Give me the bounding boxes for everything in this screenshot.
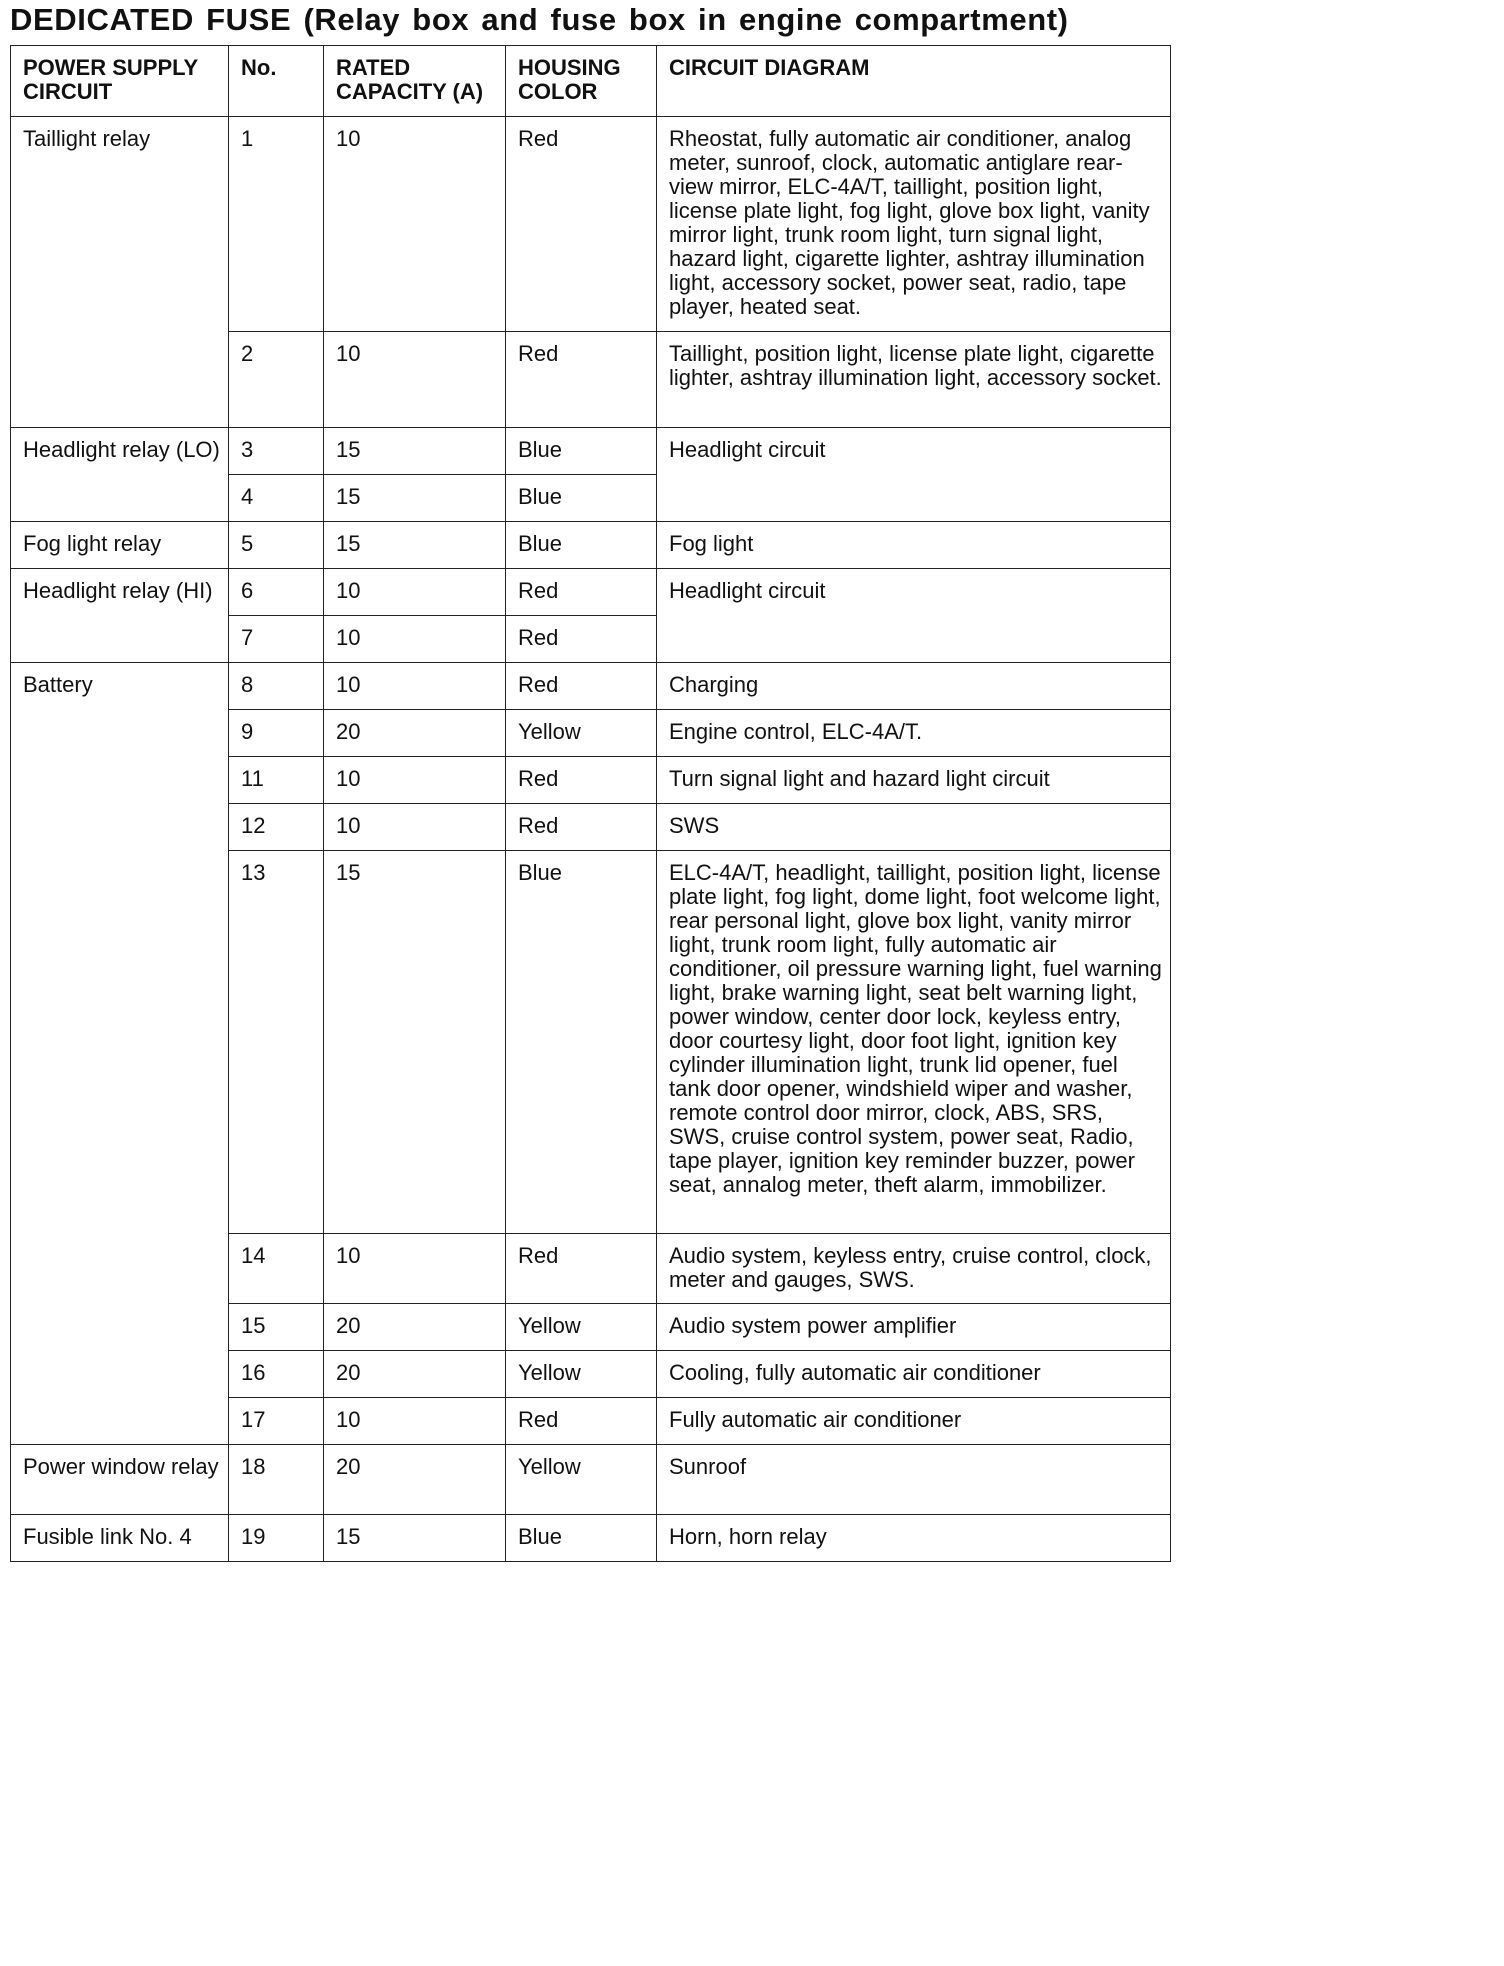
power-supply-cell: Fog light relay bbox=[11, 522, 229, 569]
circuit-diagram-cell: ELC-4A/T, headlight, taillight, position light, license plate light, fog light, dome light, foot welcome light, rear personal light, glove box light, vanity mirror light, trunk room light, fully automatic air conditioner, oil pressure warning light, fuel warning light, brake warning light, seat belt warning light, power window, center door lock, keyless entry, door courtesy light, door foot light, ignition key cylinder illumination light, trunk lid opener, fuel tank door opener, windshield wiper and washer, remote control door mirror, clock, ABS, SRS, SWS, cruise control system, power seat, Radio, tape player, ignition key reminder buzzer, power seat, annalog meter, theft alarm, immobilizer. bbox=[657, 851, 1171, 1234]
fuse-no-cell: 15 bbox=[229, 1304, 324, 1351]
table-row bbox=[11, 117, 1171, 332]
fuse-no-cell: 13 bbox=[229, 851, 324, 1234]
capacity-cell: 10 bbox=[324, 117, 506, 332]
fuse-no-cell: 11 bbox=[229, 757, 324, 804]
circuit-diagram-cell: Horn, horn relay bbox=[657, 1515, 1171, 1562]
power-supply-cell: Taillight relay bbox=[11, 117, 229, 428]
housing-color-cell: Red bbox=[506, 663, 657, 710]
fuse-no-cell: 7 bbox=[229, 616, 324, 663]
housing-color-cell: Blue bbox=[506, 475, 657, 522]
housing-color-cell: Yellow bbox=[506, 710, 657, 757]
fuse-no-cell: 12 bbox=[229, 804, 324, 851]
header-power-supply-circuit: POWER SUPPLY CIRCUIT bbox=[11, 46, 229, 117]
table-row bbox=[11, 1515, 1171, 1562]
capacity-cell: 10 bbox=[324, 569, 506, 616]
fuse-no-cell: 19 bbox=[229, 1515, 324, 1562]
circuit-diagram-cell: SWS bbox=[657, 804, 1171, 851]
housing-color-cell: Red bbox=[506, 569, 657, 616]
fuse-no-cell: 16 bbox=[229, 1351, 324, 1398]
fuse-no-cell: 18 bbox=[229, 1445, 324, 1515]
power-supply-cell: Fusible link No. 4 bbox=[11, 1515, 229, 1562]
fuse-no-cell: 3 bbox=[229, 428, 324, 475]
capacity-cell: 15 bbox=[324, 475, 506, 522]
capacity-cell: 10 bbox=[324, 757, 506, 804]
page-title: DEDICATED FUSE (Relay box and fuse box in engine compartment) bbox=[10, 2, 1069, 37]
housing-color-cell: Yellow bbox=[506, 1304, 657, 1351]
capacity-cell: 10 bbox=[324, 804, 506, 851]
housing-color-cell: Red bbox=[506, 757, 657, 804]
capacity-cell: 20 bbox=[324, 1445, 506, 1515]
housing-color-cell: Red bbox=[506, 616, 657, 663]
fuse-no-cell: 2 bbox=[229, 332, 324, 428]
capacity-cell: 20 bbox=[324, 1351, 506, 1398]
capacity-cell: 15 bbox=[324, 428, 506, 475]
table-row bbox=[11, 663, 1171, 710]
table-row bbox=[11, 569, 1171, 616]
housing-color-cell: Blue bbox=[506, 428, 657, 475]
circuit-diagram-cell: Cooling, fully automatic air conditioner bbox=[657, 1351, 1171, 1398]
circuit-diagram-cell: Headlight circuit bbox=[657, 569, 1171, 663]
housing-color-cell: Yellow bbox=[506, 1445, 657, 1515]
fuse-no-cell: 14 bbox=[229, 1234, 324, 1304]
capacity-cell: 10 bbox=[324, 663, 506, 710]
circuit-diagram-cell: Headlight circuit bbox=[657, 428, 1171, 522]
housing-color-cell: Blue bbox=[506, 851, 657, 1234]
circuit-diagram-cell: Audio system, keyless entry, cruise control, clock, meter and gauges, SWS. bbox=[657, 1234, 1171, 1304]
header-no: No. bbox=[229, 46, 324, 117]
header-circuit-diagram: CIRCUIT DIAGRAM bbox=[657, 46, 1171, 117]
power-supply-cell: Headlight relay (LO) bbox=[11, 428, 229, 522]
capacity-cell: 15 bbox=[324, 1515, 506, 1562]
power-supply-cell: Headlight relay (HI) bbox=[11, 569, 229, 663]
fuse-no-cell: 17 bbox=[229, 1398, 324, 1445]
circuit-diagram-cell: Charging bbox=[657, 663, 1171, 710]
circuit-diagram-cell: Turn signal light and hazard light circuit bbox=[657, 757, 1171, 804]
capacity-cell: 10 bbox=[324, 332, 506, 428]
capacity-cell: 10 bbox=[324, 1234, 506, 1304]
housing-color-cell: Red bbox=[506, 117, 657, 332]
fuse-no-cell: 5 bbox=[229, 522, 324, 569]
fuse-no-cell: 4 bbox=[229, 475, 324, 522]
housing-color-cell: Blue bbox=[506, 522, 657, 569]
capacity-cell: 10 bbox=[324, 1398, 506, 1445]
housing-color-cell: Blue bbox=[506, 1515, 657, 1562]
housing-color-cell: Red bbox=[506, 804, 657, 851]
capacity-cell: 15 bbox=[324, 522, 506, 569]
capacity-cell: 20 bbox=[324, 710, 506, 757]
circuit-diagram-cell: Engine control, ELC-4A/T. bbox=[657, 710, 1171, 757]
circuit-diagram-cell: Sunroof bbox=[657, 1445, 1171, 1515]
table-row bbox=[11, 1445, 1171, 1515]
dedicated-fuse-table bbox=[10, 45, 1171, 1562]
fuse-no-cell: 6 bbox=[229, 569, 324, 616]
capacity-cell: 20 bbox=[324, 1304, 506, 1351]
capacity-cell: 10 bbox=[324, 616, 506, 663]
power-supply-cell: Power window relay bbox=[11, 1445, 229, 1515]
circuit-diagram-cell: Fully automatic air conditioner bbox=[657, 1398, 1171, 1445]
circuit-diagram-cell: Rheostat, fully automatic air conditioner, analog meter, sunroof, clock, automatic antiglare rear-view mirror, ELC-4A/T, taillight, position light, license plate light, fog light, glove box light, vanity mirror light, trunk room light, turn signal light, hazard light, cigarette lighter, ashtray illumination light, accessory socket, power seat, radio, tape player, heated seat. bbox=[657, 117, 1171, 332]
capacity-cell: 15 bbox=[324, 851, 506, 1234]
table-row bbox=[11, 428, 1171, 475]
table-row bbox=[11, 522, 1171, 569]
housing-color-cell: Red bbox=[506, 332, 657, 428]
circuit-diagram-cell: Audio system power amplifier bbox=[657, 1304, 1171, 1351]
header-rated-capacity: RATED CAPACITY (A) bbox=[324, 46, 506, 117]
circuit-diagram-cell: Taillight, position light, license plate light, cigarette lighter, ashtray illumination light, accessory socket. bbox=[657, 332, 1171, 428]
header-housing-color: HOUSING COLOR bbox=[506, 46, 657, 117]
table-header-row bbox=[11, 46, 1171, 117]
housing-color-cell: Red bbox=[506, 1398, 657, 1445]
housing-color-cell: Yellow bbox=[506, 1351, 657, 1398]
fuse-no-cell: 1 bbox=[229, 117, 324, 332]
fuse-no-cell: 9 bbox=[229, 710, 324, 757]
circuit-diagram-cell: Fog light bbox=[657, 522, 1171, 569]
power-supply-cell: Battery bbox=[11, 663, 229, 1445]
fuse-no-cell: 8 bbox=[229, 663, 324, 710]
housing-color-cell: Red bbox=[506, 1234, 657, 1304]
